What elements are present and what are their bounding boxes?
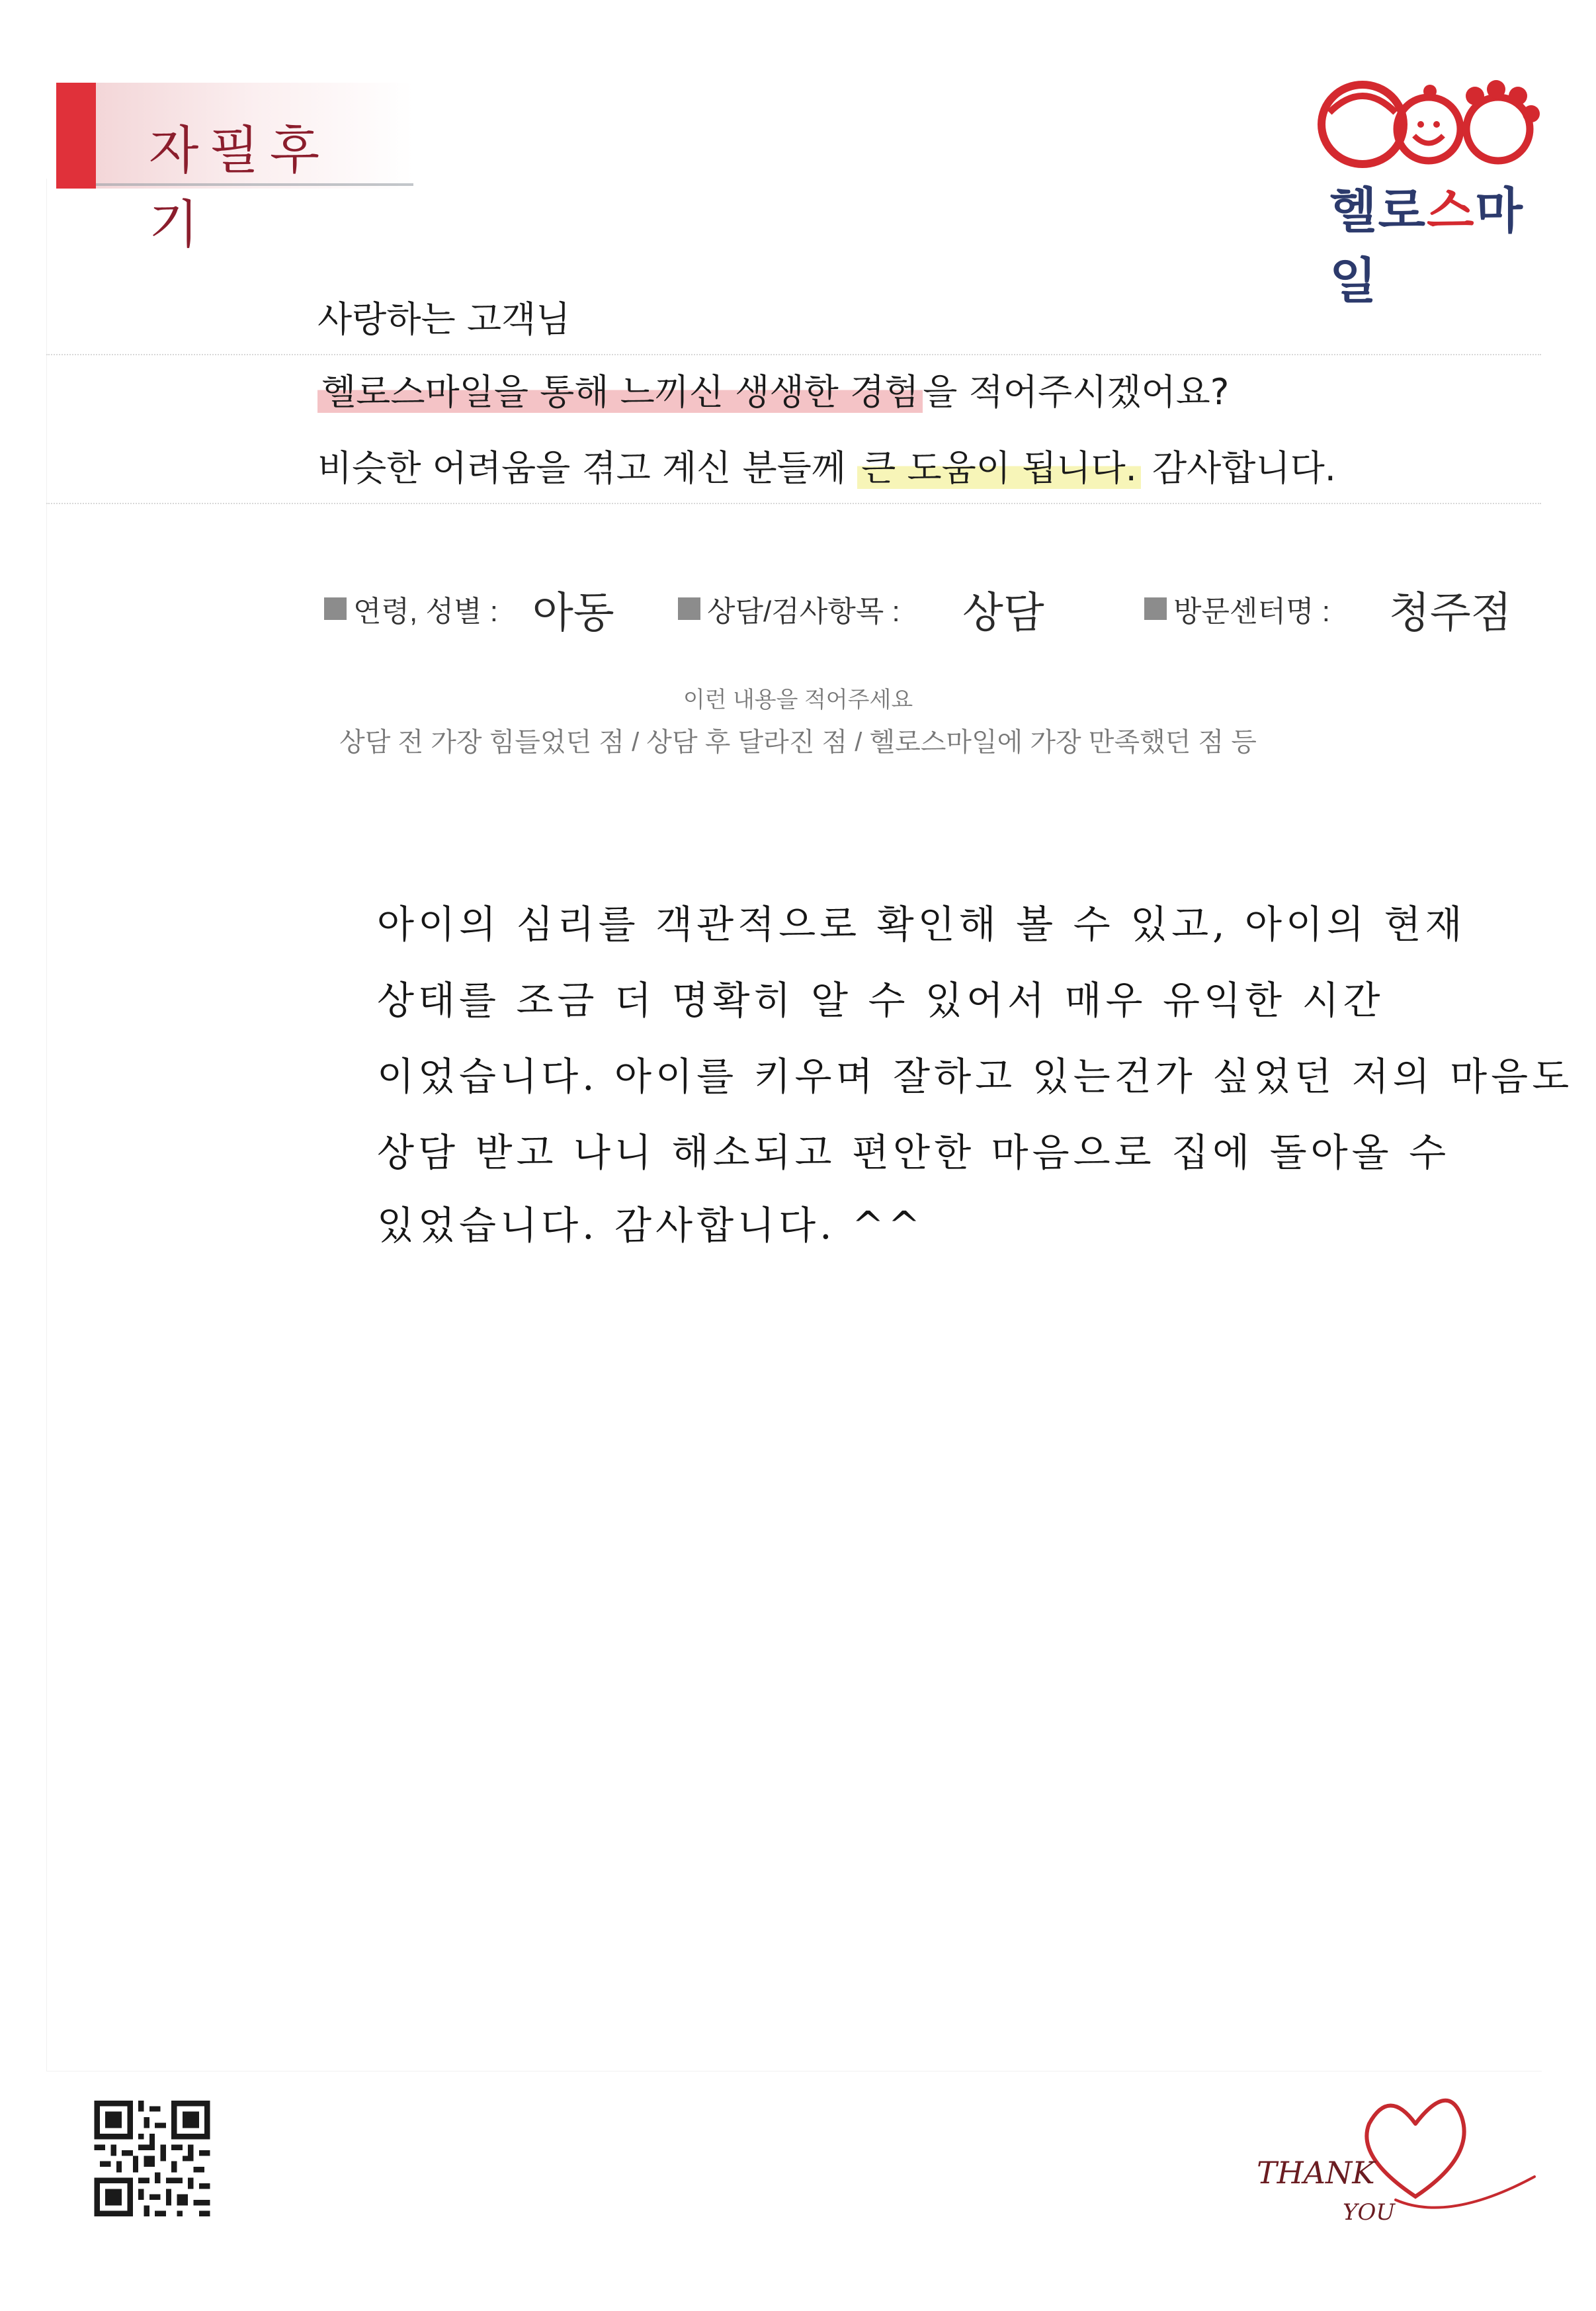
title-tab: [56, 83, 360, 255]
logo-faces-icon: [1316, 73, 1548, 172]
title-underline: [96, 183, 413, 186]
bullet-square-icon: [1144, 597, 1167, 620]
divider: [46, 503, 1541, 504]
review-line: 이었습니다. 아이를 키우며 잘하고 있는건가 싶었던 저의 마음도: [377, 1054, 1574, 1099]
you-text: YOU: [1343, 2199, 1395, 2226]
intro-thanks-text: 비슷한 어려움을 겪고 계신 분들께: [317, 447, 858, 489]
consult-item-value: 상담: [962, 589, 1044, 638]
review-line: 아이의 심리를 객관적으로 확인해 볼 수 있고, 아이의 현재: [377, 902, 1466, 947]
intro-thanks-end: 감사합니다.: [1140, 447, 1336, 489]
intro-highlight-text: 헬로스마일을 통해 느끼신 생생한 경험: [317, 371, 923, 413]
review-line: 상담 받고 나니 해소되고 편안한 마음으로 집에 돌아올 수: [377, 1130, 1450, 1175]
guide-items: 상담 전 가장 힘들었던 점 / 상담 후 달라진 점 / 헬로스마일에 가장 만족했던 점 등: [339, 728, 1257, 757]
center-label: 방문센터명 :: [1173, 595, 1330, 628]
divider: [46, 354, 1541, 355]
greeting: 사랑하는 고객님: [317, 298, 571, 340]
intro-request-text: 을 적어주시겠어요?: [923, 371, 1230, 413]
title-accent-bar: [56, 83, 96, 189]
qr-code-icon: [93, 2101, 212, 2216]
consult-item-label: 상담/검사항목 :: [707, 595, 900, 628]
intro-request: [317, 364, 1229, 415]
bullet-square-icon: [324, 597, 347, 620]
page-title: 자필후기: [149, 121, 331, 255]
thank-you-mark: [1250, 2084, 1548, 2236]
heart-icon: [1366, 2101, 1464, 2197]
consult-item-field: [678, 586, 900, 632]
guide-title: 이런 내용을 적어주세요: [683, 687, 913, 713]
review-line: 있었습니다. 감사합니다. ^^: [377, 1203, 925, 1248]
age-gender-label: 연령, 성별 :: [353, 595, 498, 628]
intro-yellow-highlight: 큰 도움이 됩니다.: [857, 447, 1141, 489]
age-gender-value: 아동: [532, 589, 614, 638]
logo-wordmark: 헬로스마일: [1329, 183, 1524, 310]
bullet-square-icon: [678, 597, 700, 620]
age-gender-field: [324, 586, 498, 632]
hellosmile-logo: [1316, 73, 1548, 310]
review-line: 상태를 조금 더 명확히 알 수 있어서 매우 유익한 시간: [377, 978, 1384, 1023]
center-value: 청주점: [1389, 589, 1512, 638]
intro-thanks: [317, 440, 1336, 491]
thank-text: THANK: [1257, 2155, 1375, 2191]
center-field: [1144, 586, 1330, 632]
